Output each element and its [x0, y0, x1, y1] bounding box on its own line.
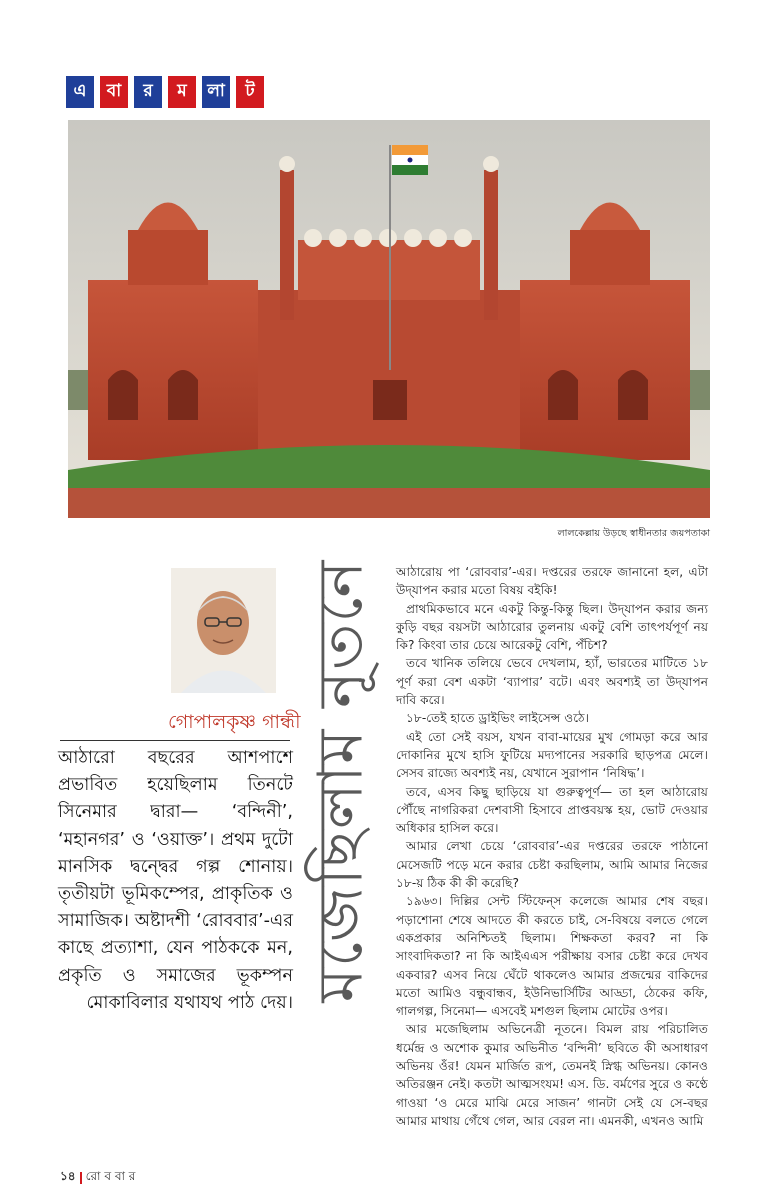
portrait-illustration	[171, 568, 276, 693]
magazine-name: রো ব বা র	[85, 1169, 136, 1183]
body-paragraph: ১৯৬৩। দিল্লির সেন্ট স্টিফেন্‌স কলেজে আমার শেষ বছর। পড়াশোনা শেষে আদতে কী করতে চাই, সে-বিষয়ে বলতে গেলে একপ্রকার অনিশ্চিতই ছিলাম। শিক্ষকতা করব? না কি সাংবাদিকতা? না কি আইএএস পরীক্ষায় বসার চেষ্টা করে দেখব একবার? এসব নিয়ে ঘেঁটে থাকলেও আমার প্রজন্মের বাকিদের মতো আমিও বন্ধুবান্ধব, ইউনিভার্সিটির আড্ডা, ঠেকের কফি, গালগল্প, সিনেমা— এসবেই মশগুল ছিলাম মোটের ওপর।	[396, 894, 708, 1019]
red-fort-illustration	[68, 120, 710, 518]
body-paragraph: আমার লেখা চেয়ে ‘রোববার’-এর দপ্তরের তরফে পাঠানো মেসেজটি পড়ে মনে করার চেষ্টা করছিলাম, আমি আমার নিজের ১৮-য় ঠিক কী কী করেছি?	[396, 839, 708, 891]
article-title-text: মজেছিলাম নূতনে	[303, 559, 377, 1003]
header-letter-4: ম	[168, 76, 196, 108]
body-paragraph: প্রাথমিকভাবে মনে একটু কিন্তু-কিন্তু ছিল। উদ্‌যাপন করার জন্য কুড়ি বছর বয়সটা আঠারোর তুলনায় একটু বেশি তাৎপর্যপূর্ণ নয় কি? কিংবা তার চেয়ে আরেকটু বেশি, পঁচিশ?	[396, 601, 708, 653]
hero-photo	[68, 120, 710, 518]
author-portrait	[171, 568, 276, 693]
header-letter-2: বা	[100, 76, 128, 108]
header-letter-5: লা	[202, 76, 230, 108]
author-name: গোপালকৃষ্ণ গান্ধী	[168, 711, 301, 733]
footer-divider	[80, 1172, 82, 1184]
article-body	[396, 563, 708, 1130]
body-paragraph: তবে খানিক তলিয়ে ভেবে দেখলাম, হ্যাঁ, ভারতের মাটিতে ১৮ পূর্ণ করা বেশ একটা ‘ব্যাপার’ বটে। এবং অবশ্যই তা উদ্‌যাপন দাবি করে।	[396, 656, 708, 708]
body-paragraph: এই তো সেই বয়স, যখন বাবা-মায়ের মুখ গোমড়া করে আর দোকানির মুখে হাসি ফুটিয়ে মদ্যপানের সরকারি ছাড়পত্র মেলে। সেসব রাজ্যে অবশ্যই নয়, যেখানে সুরাপান ‘নিষিদ্ধ’।	[396, 729, 708, 781]
photo-caption: লালকেল্লায় উড়ছে স্বাধীনতার জয়পতাকা	[557, 528, 710, 539]
header-letter-3: র	[134, 76, 162, 108]
body-paragraph: আর মজেছিলাম অভিনেত্রী নূতনে। বিমল রায় পরিচালিত ধর্মেন্দ্র ও অশোক কুমার অভিনীত ‘বন্দিনী’ ছবিতে কী অসাধারণ অভিনয় ওঁর! যেমন মার্জিত রূপ, তেমনই স্নিগ্ধ অভিনয়। কোনও অতিরঞ্জন নেই। কতটা আত্মসংযম! এস. ডি. বর্মণের সুরে ও কণ্ঠে গাওয়া ‘ও মেরে মাঝি মেরে সাজন’ গানটা সেই যে সে-বছর আমার মাথায় গেঁথে গেল, আর বেরল না। এমনকী, এখনও আমি	[396, 1022, 708, 1128]
article-title	[300, 556, 390, 1006]
divider	[60, 740, 290, 741]
pull-quote: আঠারো বছরের আশপাশে প্রভাবিত হয়েছিলাম তিনটে সিনেমার দ্বারা— ‘বন্দিনী’, ‘মহানগর’ ও ‘ওয়াক্ত’। প্রথম দুটো মানসিক দ্বন্দ্বের গল্প শোনায়। তৃতীয়টা ভূমিকম্পের, প্রাকৃতিক ও সামাজিক। অষ্টাদশী ‘রোববার’-এর কাছে প্রত্যাশা, যেন পাঠককে মন, প্রকৃতি ও সমাজের ভূকম্পন মোকাবিলার যথাযথ পাঠ দেয়।	[58, 748, 293, 1013]
body-paragraph: তবে, এসব কিছু ছাড়িয়ে যা গুরুত্বপূর্ণ— তা হল আঠারোয় পৌঁছে নাগরিকরা দেশবাসী হিসাবে প্রাপ্তবয়স্ক হয়, ভোট দেওয়ার অধিকার হাসিল করে।	[396, 784, 708, 836]
body-paragraph: আঠারোয় পা ‘রোববার’-এর। দপ্তরের তরফে জানানো হল, এটা উদ্‌যাপন করার মতো বিষয় বইকি!	[396, 565, 708, 598]
section-header	[66, 76, 264, 110]
page-number: ১৪	[60, 1169, 76, 1183]
page-footer	[60, 1168, 135, 1188]
body-paragraph: ১৮-তেই হাতে ড্রাইভিং লাইসেন্স ওঠে।	[406, 711, 589, 726]
header-letter-1: এ	[66, 76, 94, 108]
header-letter-6: ট	[236, 76, 264, 108]
